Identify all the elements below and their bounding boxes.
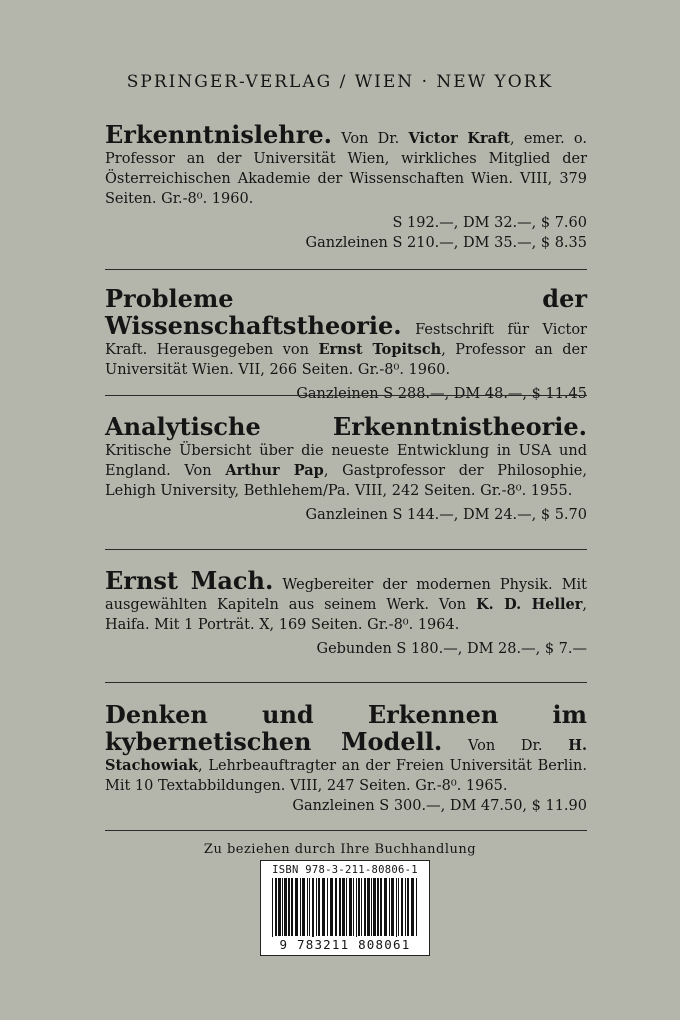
entry-text: , emer. o. Professor an der Universität Wien, wirkliches Mitglied der Österreichischen Akademie der Wissenschaften Wien. VIII, 379 Seiten. Gr.-8⁰. 1960. bbox=[105, 131, 587, 207]
price-line: S 192.—, DM 32.—, $ 7.60 bbox=[392, 215, 587, 231]
entry-text: Von Dr. bbox=[332, 131, 409, 147]
book-title: Ernst Mach. bbox=[105, 566, 274, 595]
barcode-bar bbox=[318, 878, 320, 936]
barcode-bar bbox=[373, 878, 376, 936]
barcode-bar bbox=[411, 878, 414, 936]
divider bbox=[105, 549, 587, 550]
divider bbox=[105, 830, 587, 831]
entry-text: , Professor an der Universität Wien. VII, 266 Seiten. Gr.-8⁰. 1960. bbox=[105, 342, 587, 378]
barcode-bar bbox=[361, 878, 362, 936]
barcode-bar bbox=[405, 878, 406, 936]
isbn-label: ISBN 978-3-211-80806-1 bbox=[272, 864, 418, 876]
barcode-bar bbox=[302, 878, 305, 936]
barcode-bar bbox=[353, 878, 354, 936]
price-line: Ganzleinen S 288.—, DM 48.—, $ 11.45 bbox=[296, 386, 587, 402]
barcode-bar bbox=[272, 878, 273, 944]
entry-description bbox=[105, 122, 587, 209]
divider bbox=[105, 682, 587, 683]
barcode-bar bbox=[278, 878, 281, 936]
entry-description bbox=[105, 702, 587, 796]
entry-text: Festschrift für Victor Kraft. Herausgegeben von bbox=[105, 322, 587, 358]
entry-text: Wegbereiter der modernen Physik. Mit ausgewählten Kapiteln aus seinem Werk. Von bbox=[105, 577, 588, 613]
book-title: Analytische Erkenntnistheorie. bbox=[105, 412, 587, 441]
barcode-bar bbox=[346, 878, 347, 936]
barcode-bar bbox=[396, 878, 397, 944]
entry-description bbox=[105, 286, 587, 380]
barcode-bar bbox=[288, 878, 290, 936]
book-entry-ernst-mach bbox=[105, 568, 587, 659]
barcode-bar bbox=[391, 878, 394, 936]
barcode-bar bbox=[384, 878, 387, 936]
price-line: Ganzleinen S 210.—, DM 35.—, $ 8.35 bbox=[305, 235, 587, 251]
book-title: Erkenntnislehre. bbox=[105, 120, 333, 149]
barcode-bar bbox=[358, 878, 360, 936]
divider bbox=[105, 269, 587, 270]
barcode-bar bbox=[398, 878, 399, 936]
isbn-barcode bbox=[260, 860, 430, 956]
entry-description bbox=[105, 568, 587, 635]
barcode-bar bbox=[371, 878, 372, 936]
book-title: Denken und Erkennen im kybernetischen Modell. bbox=[105, 700, 587, 756]
book-entry-analytische bbox=[105, 414, 587, 525]
barcode-bar bbox=[342, 878, 345, 936]
barcode-bar bbox=[367, 878, 370, 936]
entry-description bbox=[105, 414, 587, 501]
barcode-bar bbox=[316, 878, 317, 936]
barcode-bar bbox=[322, 878, 325, 936]
publisher-line: SPRINGER-VERLAG / WIEN · NEW YORK bbox=[126, 72, 554, 92]
entry-text: , Gastprofessor der Philosophie, Lehigh University, Bethlehem/Pa. VIII, 242 Seiten. Gr.-8⁰. 1955. bbox=[105, 463, 587, 499]
book-author: Arthur Pap bbox=[225, 462, 324, 479]
book-author: Ernst Topitsch bbox=[318, 341, 442, 358]
book-title: Probleme der Wissenschaftstheorie. bbox=[105, 284, 587, 340]
barcode-bar bbox=[284, 878, 287, 936]
book-author: K. D. Heller bbox=[476, 596, 583, 613]
price-line: Gebunden S 180.—, DM 28.—, $ 7.— bbox=[316, 641, 587, 657]
barcode-bar bbox=[275, 878, 277, 936]
barcode-bar bbox=[349, 878, 352, 936]
barcode-bar bbox=[389, 878, 390, 936]
barcode-bar bbox=[312, 878, 314, 944]
book-entry-probleme bbox=[105, 286, 587, 404]
barcode-bar bbox=[407, 878, 409, 936]
barcode-bar bbox=[309, 878, 310, 936]
barcode-bar bbox=[300, 878, 301, 936]
barcode-bar bbox=[416, 878, 417, 936]
barcode-bar bbox=[291, 878, 293, 936]
entry-text: Kritische Übersicht über die neueste Entwicklung in USA und England. Von bbox=[105, 443, 587, 479]
book-author: Victor Kraft bbox=[408, 130, 511, 147]
book-entry-denken bbox=[105, 702, 587, 816]
barcode-bar bbox=[377, 878, 379, 936]
barcode-bar bbox=[401, 878, 403, 936]
book-author: H. Stachowiak bbox=[105, 737, 587, 774]
entry-text: , Haifa. Mit 1 Porträt. X, 169 Seiten. Gr.-8⁰. 1964. bbox=[105, 597, 587, 633]
price-line: Ganzleinen S 300.—, DM 47.50, $ 11.90 bbox=[292, 798, 587, 814]
barcode-bar bbox=[335, 878, 337, 936]
price-line: Ganzleinen S 144.—, DM 24.—, $ 5.70 bbox=[305, 507, 587, 523]
barcode-bar bbox=[380, 878, 382, 936]
book-entry-erkenntnislehre bbox=[105, 122, 587, 253]
order-note: Zu beziehen durch Ihre Buchhandlung bbox=[203, 842, 477, 857]
barcode-bar bbox=[295, 878, 298, 936]
barcode-bar bbox=[330, 878, 333, 936]
barcode-digits: 9 783211 808061 bbox=[261, 937, 429, 952]
barcode-bar bbox=[356, 878, 357, 944]
barcode-bar bbox=[307, 878, 308, 936]
barcode-bars bbox=[268, 878, 422, 944]
entry-text: Von Dr. bbox=[442, 738, 569, 754]
barcode-bar bbox=[327, 878, 328, 936]
divider bbox=[105, 395, 587, 396]
entry-text: , Lehrbeauftragter an der Freien Universität Berlin. Mit 10 Textabbildungen. VIII, 247 Seiten. Gr.-8⁰. 1965. bbox=[105, 758, 587, 794]
barcode-bar bbox=[364, 878, 366, 936]
barcode-bar bbox=[339, 878, 341, 936]
barcode-bar bbox=[282, 878, 283, 936]
